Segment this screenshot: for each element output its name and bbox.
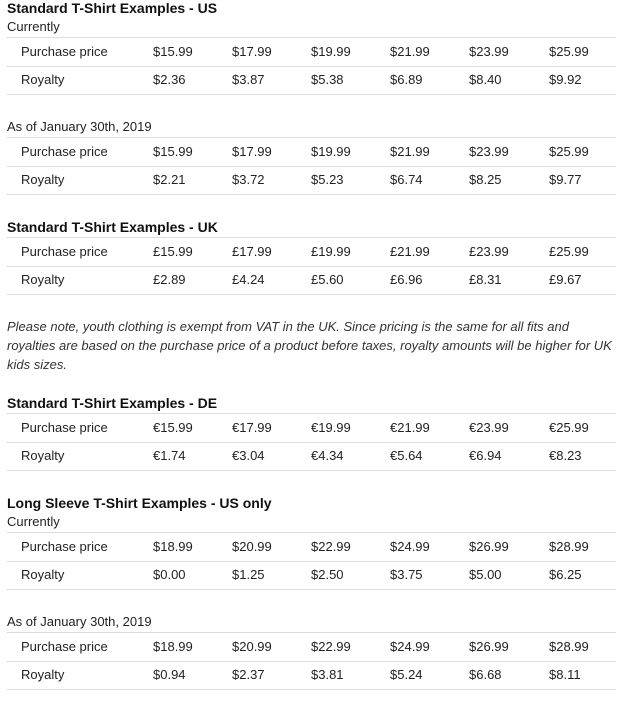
table-cell: £17.99	[232, 244, 272, 259]
table-cell: $5.23	[311, 172, 344, 187]
row-label: Purchase price	[21, 539, 108, 554]
table-cell: $19.99	[311, 44, 351, 59]
table-cell: $3.75	[390, 567, 423, 582]
subtitle-currently: Currently	[7, 514, 60, 529]
table-row	[7, 661, 616, 690]
table-cell: $23.99	[469, 44, 509, 59]
row-label: Purchase price	[21, 420, 108, 435]
table-cell: $2.37	[232, 667, 265, 682]
row-label: Purchase price	[21, 44, 108, 59]
table-cell: £5.60	[311, 272, 344, 287]
uk-vat-note: Please note, youth clothing is exempt from VAT in the UK. Since pricing is the same for all fits and royalties are based on the purchase price of a product before taxes, royalty amounts will be higher for UK kids sizes.	[7, 319, 612, 372]
table-cell: €4.34	[311, 448, 344, 463]
table-cell: £19.99	[311, 244, 351, 259]
table-cell: $15.99	[153, 144, 193, 159]
section-title-long-sleeve: Long Sleeve T-Shirt Examples - US only	[7, 495, 272, 511]
table-cell: $0.94	[153, 667, 186, 682]
table-cell: €3.04	[232, 448, 265, 463]
table-cell: $3.72	[232, 172, 265, 187]
table-cell: £4.24	[232, 272, 265, 287]
table-cell: $1.25	[232, 567, 265, 582]
table-row	[7, 166, 616, 195]
table-cell: £6.96	[390, 272, 423, 287]
row-label: Royalty	[21, 448, 65, 463]
table-row	[7, 561, 616, 590]
table-cell: €8.23	[549, 448, 582, 463]
table-cell: €15.99	[153, 420, 193, 435]
table-cell: $9.92	[549, 72, 582, 87]
table-cell: $26.99	[469, 539, 509, 554]
table-cell: $8.40	[469, 72, 502, 87]
subtitle-currently: Currently	[7, 19, 60, 34]
table-cell: $6.68	[469, 667, 502, 682]
table-row	[7, 37, 616, 67]
table-cell: $17.99	[232, 144, 272, 159]
table-cell: £15.99	[153, 244, 193, 259]
table-cell: £25.99	[549, 244, 589, 259]
subtitle-as-of-date: As of January 30th, 2019	[7, 119, 152, 134]
table-cell: $24.99	[390, 639, 430, 654]
table-cell: $0.00	[153, 567, 186, 582]
table-row	[7, 413, 616, 443]
table-cell: $2.50	[311, 567, 344, 582]
table-cell: $6.74	[390, 172, 423, 187]
table-cell: $18.99	[153, 639, 193, 654]
table-cell: $25.99	[549, 44, 589, 59]
table-cell: $28.99	[549, 639, 589, 654]
table-cell: £2.89	[153, 272, 186, 287]
table-cell: $6.89	[390, 72, 423, 87]
row-label: Royalty	[21, 72, 65, 87]
table-cell: $18.99	[153, 539, 193, 554]
row-label: Purchase price	[21, 639, 108, 654]
table-cell: $6.25	[549, 567, 582, 582]
table-row	[7, 442, 616, 471]
table-cell: €21.99	[390, 420, 430, 435]
table-cell: £9.67	[549, 272, 582, 287]
table-row	[7, 266, 616, 295]
table-cell: $22.99	[311, 639, 351, 654]
section-title-de: Standard T-Shirt Examples - DE	[7, 395, 218, 411]
table-cell: €25.99	[549, 420, 589, 435]
table-cell: $5.38	[311, 72, 344, 87]
row-label: Royalty	[21, 272, 65, 287]
table-cell: $21.99	[390, 44, 430, 59]
section-title-uk: Standard T-Shirt Examples - UK	[7, 219, 218, 235]
table-cell: $28.99	[549, 539, 589, 554]
subtitle-as-of-date: As of January 30th, 2019	[7, 614, 152, 629]
table-cell: £23.99	[469, 244, 509, 259]
table-cell: $3.81	[311, 667, 344, 682]
table-cell: $24.99	[390, 539, 430, 554]
table-row	[7, 532, 616, 562]
table-cell: €5.64	[390, 448, 423, 463]
table-cell: $19.99	[311, 144, 351, 159]
row-label: Royalty	[21, 667, 65, 682]
table-cell: $17.99	[232, 44, 272, 59]
table-cell: €1.74	[153, 448, 186, 463]
table-row	[7, 632, 616, 662]
table-cell: €23.99	[469, 420, 509, 435]
table-cell: $8.11	[549, 667, 581, 682]
table-cell: $20.99	[232, 639, 272, 654]
table-cell: $25.99	[549, 144, 589, 159]
row-label: Royalty	[21, 567, 65, 582]
table-cell: $22.99	[311, 539, 351, 554]
row-label: Royalty	[21, 172, 65, 187]
table-cell: $2.36	[153, 72, 186, 87]
table-row	[7, 66, 616, 95]
table-cell: $20.99	[232, 539, 272, 554]
table-cell: €6.94	[469, 448, 502, 463]
table-cell: $9.77	[549, 172, 582, 187]
table-row	[7, 237, 616, 267]
table-row	[7, 137, 616, 167]
table-cell: $8.25	[469, 172, 502, 187]
table-cell: $23.99	[469, 144, 509, 159]
table-cell: $21.99	[390, 144, 430, 159]
table-cell: $5.24	[390, 667, 423, 682]
table-cell: €17.99	[232, 420, 272, 435]
table-cell: $3.87	[232, 72, 265, 87]
table-cell: £8.31	[469, 272, 502, 287]
table-cell: £21.99	[390, 244, 430, 259]
row-label: Purchase price	[21, 244, 108, 259]
table-cell: $26.99	[469, 639, 509, 654]
section-title-us: Standard T-Shirt Examples - US	[7, 0, 218, 16]
row-label: Purchase price	[21, 144, 108, 159]
table-cell: $5.00	[469, 567, 502, 582]
table-cell: $15.99	[153, 44, 193, 59]
table-cell: $2.21	[153, 172, 186, 187]
table-cell: €19.99	[311, 420, 351, 435]
